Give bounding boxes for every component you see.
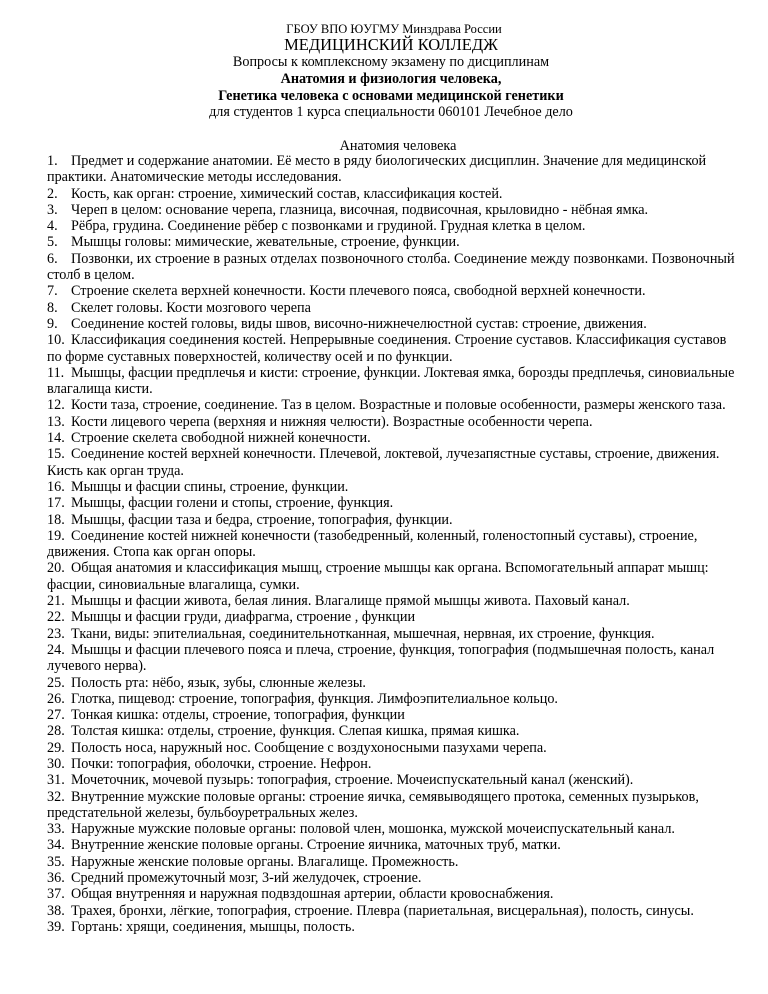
- question-number: 23.: [47, 625, 65, 642]
- subject-line-2: Генетика человека с основами медицинской генетики: [218, 87, 564, 104]
- question-text: Рёбра, грудина. Соединение рёбер с позвонками и грудиной. Грудная клетка в целом.: [71, 218, 586, 235]
- question-item: [47, 740, 737, 756]
- question-text: Кости лицевого черепа (верхняя и нижняя челюсти). Возрастные особенности черепа.: [71, 413, 593, 430]
- question-text: Соединение костей головы, виды швов, височно-нижнечелюстной сустав: строение, движения.: [71, 315, 647, 332]
- question-number: 35.: [47, 853, 65, 870]
- question-item: [47, 919, 737, 935]
- question-number: 1.: [47, 153, 58, 169]
- question-number: 28.: [47, 723, 65, 740]
- question-item: [47, 234, 737, 250]
- question-number: 37.: [47, 886, 65, 903]
- question-text: Наружные мужские половые органы: половой член, мошонка, мужской мочеиспускательный канал.: [71, 821, 675, 838]
- question-number: 3.: [47, 201, 58, 218]
- question-number: 6.: [47, 250, 58, 267]
- question-number: 27.: [47, 707, 65, 724]
- question-text: Мышцы головы: мимические, жевательные, строение, функции.: [71, 234, 460, 251]
- question-item: [47, 609, 737, 625]
- question-text: Мышцы и фасции плечевого пояса и плеча, строение, функция, топография (подмышечная полость, канал лучевого нерва).: [47, 641, 715, 675]
- question-item: [47, 316, 737, 332]
- question-number: 39.: [47, 918, 65, 935]
- question-number: 22.: [47, 609, 65, 626]
- question-list: [47, 153, 737, 935]
- question-number: 31.: [47, 772, 65, 789]
- question-text: Полость носа, наружный нос. Сообщение с воздухоносными пазухами черепа.: [71, 739, 547, 756]
- question-number: 11.: [47, 364, 65, 381]
- question-number: 2.: [47, 185, 58, 202]
- question-item: [47, 479, 737, 495]
- question-text: Полость рта: нёбо, язык, зубы, слюнные железы.: [71, 674, 366, 691]
- question-text: Ткани, виды: эпителиальная, соединительнотканная, мышечная, нервная, их строение, функция.: [71, 625, 655, 642]
- question-number: 30.: [47, 755, 65, 772]
- question-text: Тонкая кишка: отделы, строение, топография, функции: [71, 707, 405, 724]
- exam-purpose: Вопросы к комплексному экзамену по дисциплинам: [232, 54, 550, 70]
- question-item: [47, 626, 737, 642]
- question-item: [47, 789, 737, 822]
- question-number: 17.: [47, 495, 65, 512]
- question-item: [47, 332, 737, 365]
- question-text: Гортань: хрящи, соединения, мышцы, полость.: [71, 918, 355, 935]
- question-text: Мышцы и фасции живота, белая линия. Влагалище прямой мышцы живота. Паховый канал.: [71, 593, 630, 610]
- question-item: [47, 251, 737, 284]
- question-number: 33.: [47, 821, 65, 838]
- question-text: Классификация соединения костей. Непрерывные соединения. Строение суставов. Классификация суставов по форме суставных поверхностей, количеству осей и по функции.: [47, 332, 727, 365]
- question-number: 14.: [47, 430, 65, 447]
- question-number: 26.: [47, 690, 65, 707]
- question-number: 9.: [47, 315, 58, 332]
- question-item: [47, 707, 737, 723]
- question-item: [47, 903, 737, 919]
- question-item: [47, 414, 737, 430]
- question-item: [47, 283, 737, 299]
- question-number: 21.: [47, 593, 65, 610]
- question-number: 25.: [47, 674, 65, 691]
- question-text: Мышцы и фасции груди, диафрагма, строение , функции: [71, 609, 416, 626]
- question-item: [47, 202, 737, 218]
- question-item: [47, 837, 737, 853]
- question-item: [47, 528, 737, 561]
- college-name: МЕДИЦИНСКИЙ КОЛЛЕДЖ: [284, 35, 498, 54]
- question-item: [47, 870, 737, 886]
- question-item: [47, 560, 737, 593]
- question-item: [47, 756, 737, 772]
- question-text: Средний промежуточный мозг, 3-ий желудочек, строение.: [71, 870, 422, 887]
- question-number: 19.: [47, 527, 65, 544]
- question-item: [47, 430, 737, 446]
- students-line: для студентов 1 курса специальности 060101 Лечебное дело: [209, 104, 573, 120]
- document-header: [0, 22, 768, 121]
- question-item: [47, 642, 737, 675]
- question-text: Общая анатомия и классификация мышц, строение мышцы как органа. Вспомогательный аппарат мышц: фасции, синовиальные влагалища, сумки.: [47, 560, 709, 593]
- question-item: [47, 495, 737, 511]
- question-text: Череп в целом: основание черепа, глазница, височная, подвисочная, крыловидно - нёбная ямка.: [71, 201, 649, 218]
- question-text: Соединение костей нижней конечности (тазобедренный, коленный, голеностопный суставы), строение, движения. Стопа как орган опоры.: [47, 527, 698, 561]
- question-number: 5.: [47, 234, 58, 251]
- question-text: Кость, как орган: строение, химический состав, классификация костей.: [71, 185, 503, 202]
- question-text: Внутренние женские половые органы. Строение яичника, маточных труб, матки.: [71, 837, 561, 854]
- question-text: Позвонки, их строение в разных отделах позвоночного столба. Соединение между позвонками. Позвоночный столб в целом.: [47, 250, 735, 284]
- subject-line-1: Анатомия и физиология человека,: [280, 71, 502, 87]
- question-number: 13.: [47, 413, 65, 430]
- question-number: 20.: [47, 560, 65, 577]
- question-item: [47, 153, 737, 186]
- question-text: Мочеточник, мочевой пузырь: топография, строение. Мочеиспускательный канал (женский).: [71, 772, 634, 789]
- organization-name: ГБОУ ВПО ЮУГМУ Минздрава России: [286, 22, 502, 36]
- question-text: Мышцы, фасции голени и стопы, строение, функция.: [71, 495, 394, 512]
- question-item: [47, 854, 737, 870]
- question-text: Почки: топография, оболочки, строение. Нефрон.: [71, 755, 372, 772]
- question-item: [47, 186, 737, 202]
- question-number: 29.: [47, 739, 65, 756]
- question-number: 32.: [47, 788, 65, 805]
- question-text: Соединение костей верхней конечности. Плечевой, локтевой, лучезапястные суставы, строение, движения. Кисть как орган труда.: [47, 446, 720, 479]
- question-number: 38.: [47, 902, 65, 919]
- question-number: 10.: [47, 332, 65, 349]
- section-title: Анатомия человека: [339, 138, 457, 154]
- question-item: [47, 821, 737, 837]
- question-item: [47, 218, 737, 234]
- question-text: Строение скелета верхней конечности. Кости плечевого пояса, свободной верхней конечности.: [71, 283, 646, 300]
- question-text: Общая внутренняя и наружная подвздошная артерии, области кровоснабжения.: [71, 886, 554, 903]
- question-number: 34.: [47, 837, 65, 854]
- question-number: 24.: [47, 641, 65, 658]
- question-text: Строение скелета свободной нижней конечности.: [71, 430, 371, 447]
- question-item: [47, 512, 737, 528]
- question-item: [47, 365, 737, 398]
- question-item: [47, 300, 737, 316]
- question-item: [47, 446, 737, 479]
- question-text: Внутренние мужские половые органы: строение яичка, семявыводящего протока, семенных пузырьков, предстательной железы, бульбоуретральных желез.: [47, 788, 699, 821]
- question-number: 8.: [47, 299, 58, 316]
- question-item: [47, 691, 737, 707]
- question-text: Толстая кишка: отделы, строение, функция. Слепая кишка, прямая кишка.: [71, 723, 520, 740]
- question-number: 36.: [47, 870, 65, 887]
- question-text: Скелет головы. Кости мозгового черепа: [71, 299, 311, 316]
- question-number: 18.: [47, 511, 65, 528]
- question-text: Наружные женские половые органы. Влагалище. Промежность.: [71, 853, 459, 870]
- question-number: 7.: [47, 283, 58, 300]
- question-number: 4.: [47, 218, 58, 235]
- question-text: Мышцы, фасции предплечья и кисти: строение, функции. Локтевая ямка, борозды предплечья, синовиальные влагалища кисти.: [47, 364, 735, 398]
- question-text: Предмет и содержание анатомии. Её место в ряду биологических дисциплин. Значение для медицинской практики. Анатомические методы исследования.: [47, 153, 707, 186]
- question-text: Трахея, бронхи, лёгкие, топография, строение. Плевра (париетальная, висцеральная), полость, синусы.: [71, 902, 694, 919]
- question-item: [47, 723, 737, 739]
- question-number: 15.: [47, 446, 65, 463]
- question-text: Мышцы и фасции спины, строение, функции.: [71, 478, 349, 495]
- question-text: Кости таза, строение, соединение. Таз в целом. Возрастные и половые особенности, размеры женского таза.: [71, 397, 726, 414]
- question-item: [47, 772, 737, 788]
- question-item: [47, 886, 737, 902]
- question-text: Мышцы, фасции таза и бедра, строение, топография, функции.: [71, 511, 453, 528]
- question-item: [47, 675, 737, 691]
- question-item: [47, 397, 737, 413]
- question-number: 16.: [47, 478, 65, 495]
- question-item: [47, 593, 737, 609]
- question-number: 12.: [47, 397, 65, 414]
- question-text: Глотка, пищевод: строение, топография, функция. Лимфоэпителиальное кольцо.: [71, 690, 558, 707]
